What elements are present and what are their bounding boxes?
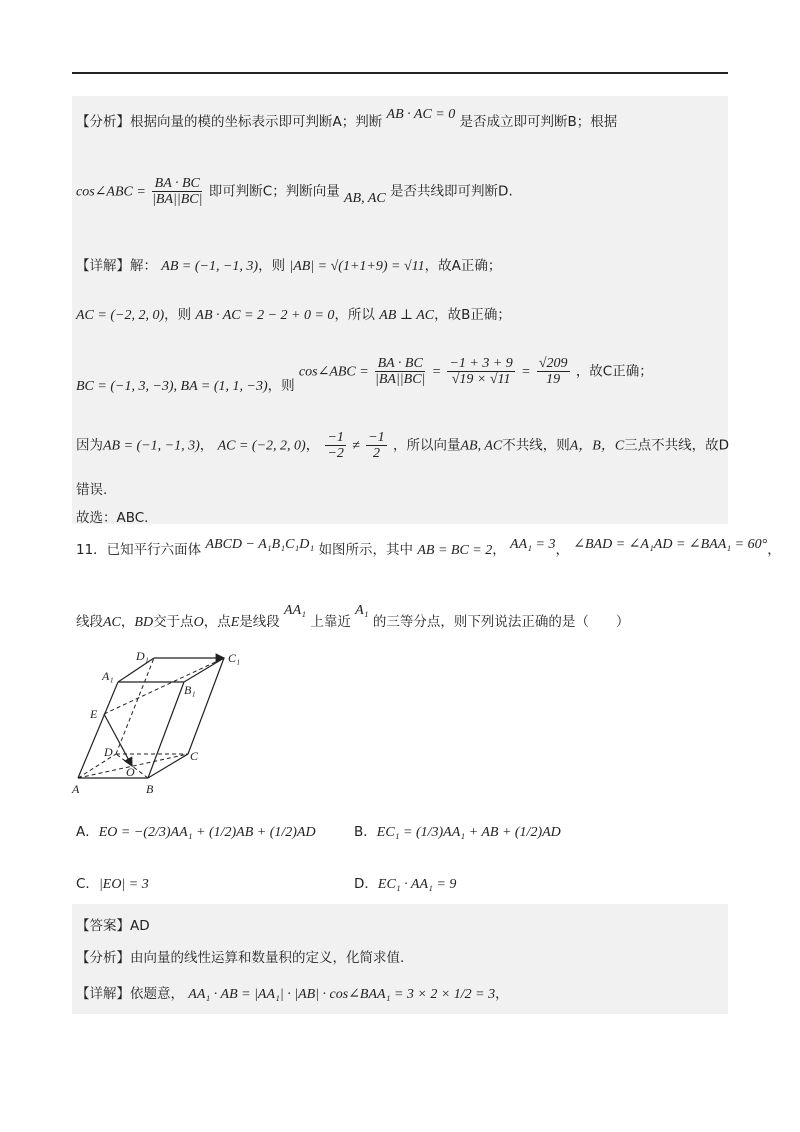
label-b: B <box>146 782 154 796</box>
detail-line-4: 因为AB = (−1, −1, 3)， AC = (−2, 2, 0)， $\frac{-1}{-2}$ ≠ $\frac{-1}{2}$ ，所以向量AB, AC不共线，则A，B，C三点不共线，故D <box>76 430 730 461</box>
detail-line-1: 【详解】解： AB = (−1, −1, 3)，则 |AB| = √(1+1+9) = √11，故A正确； <box>76 258 502 274</box>
detail-label: 【详解】 <box>76 258 130 274</box>
condition-b: AB · AC = 0 <box>386 107 456 122</box>
label-c: C <box>190 749 199 763</box>
value-fraction: $\frac{-1 + 3 + 9}{√19 \times √11}$ <box>449 356 513 387</box>
analysis-line-2: cos∠ABC = $\frac{BA \cdot BC}{|BA||BC|}$ 即可判断C；判断向量 AB, AC 是否共线即可判断D. <box>76 176 513 207</box>
label-d1: D₁ <box>136 649 149 663</box>
detail-line-3: BC = (−1, 3, −3), BA = (1, 1, −3)，则 cos∠ABC = $\frac{BA \cdot BC}{|BA||BC|}$ = $\frac{-1 + 3 + 9}{√19 \times √11}$ = $\frac{√209}{19}$ ，故C正确； <box>76 356 653 394</box>
choice-d[interactable]: D．EC₁ · AA₁ = 9 <box>354 876 457 892</box>
question-11-line-1: 11．已知平行六面体 ABCD − A₁B₁C₁D₁ 如图所示，其中 AB = BC = 2， AA₁ = 3， ∠BAD = ∠A₁AD = ∠BAA₁ = 60°， <box>76 537 781 558</box>
ratio-1: $\frac{-1}{-2}$ <box>327 430 344 461</box>
question-11-line-2: 线段AC，BD交于点O，点E是线段 AA₁ 上靠近 A₁ 的三等分点，则下列说法正确的是（ ） <box>76 603 630 630</box>
cos-fraction-detail: $\frac{BA \cdot BC}{|BA||BC|}$ <box>375 356 426 387</box>
ratio-2: $\frac{-1}{2}$ <box>368 430 385 461</box>
label-b1: B₁ <box>184 683 196 697</box>
analysis-line-1: 【分析】根据向量的模的坐标表示即可判断A；判断 AB · AC = 0 是否成立即可判断B；根据 <box>76 107 618 130</box>
choice-c[interactable]: C．|EO| = 3 <box>76 876 149 892</box>
label-o: O <box>126 765 135 779</box>
cos-fraction: $\frac{BA \cdot BC}{|BA||BC|}$ <box>152 176 203 207</box>
analysis-label: 【分析】 <box>76 114 130 130</box>
detail-line-2: AC = (−2, 2, 0)，则 AB · AC = 2 − 2 + 0 = 0，所以 AB ⊥ AC，故B正确； <box>76 307 511 323</box>
choice-b[interactable]: B．EC₁ = (1/3)AA₁ + AB + (1/2)AD <box>354 824 561 840</box>
result-fraction: $\frac{√209}{19}$ <box>538 356 568 387</box>
detail-2: 【详解】依题意， AA₁ · AB = |AA₁| · |AB| · cos∠BAA₁ = 3 × 2 × 1/2 = 3， <box>76 986 509 1002</box>
parallelepiped-figure <box>66 648 246 798</box>
label-c1: C₁ <box>228 651 241 665</box>
label-e: E <box>90 707 98 721</box>
answer-label: 【答案】 <box>76 918 130 934</box>
label-a1: A₁ <box>102 669 114 683</box>
edge-b-c <box>148 754 188 778</box>
label-d: D <box>104 745 113 759</box>
answer-2: 【答案】AD <box>76 918 150 934</box>
analysis-2: 【分析】由向量的线性运算和数量积的定义，化简求值. <box>76 950 405 966</box>
edge-d-d1 <box>116 658 154 754</box>
label-a: A <box>72 782 80 796</box>
question-number: 11．已知平行六面体 <box>76 542 202 558</box>
edge-b-b1 <box>148 682 184 778</box>
choice-a[interactable]: A．EO = −(2/3)AA₁ + (1/2)AB + (1/2)AD <box>76 824 316 840</box>
header-rule <box>72 72 728 74</box>
answer-line: 故选：ABC. <box>76 510 149 526</box>
edge-b1-c1 <box>184 658 224 682</box>
detail-line-5: 错误. <box>76 482 108 498</box>
